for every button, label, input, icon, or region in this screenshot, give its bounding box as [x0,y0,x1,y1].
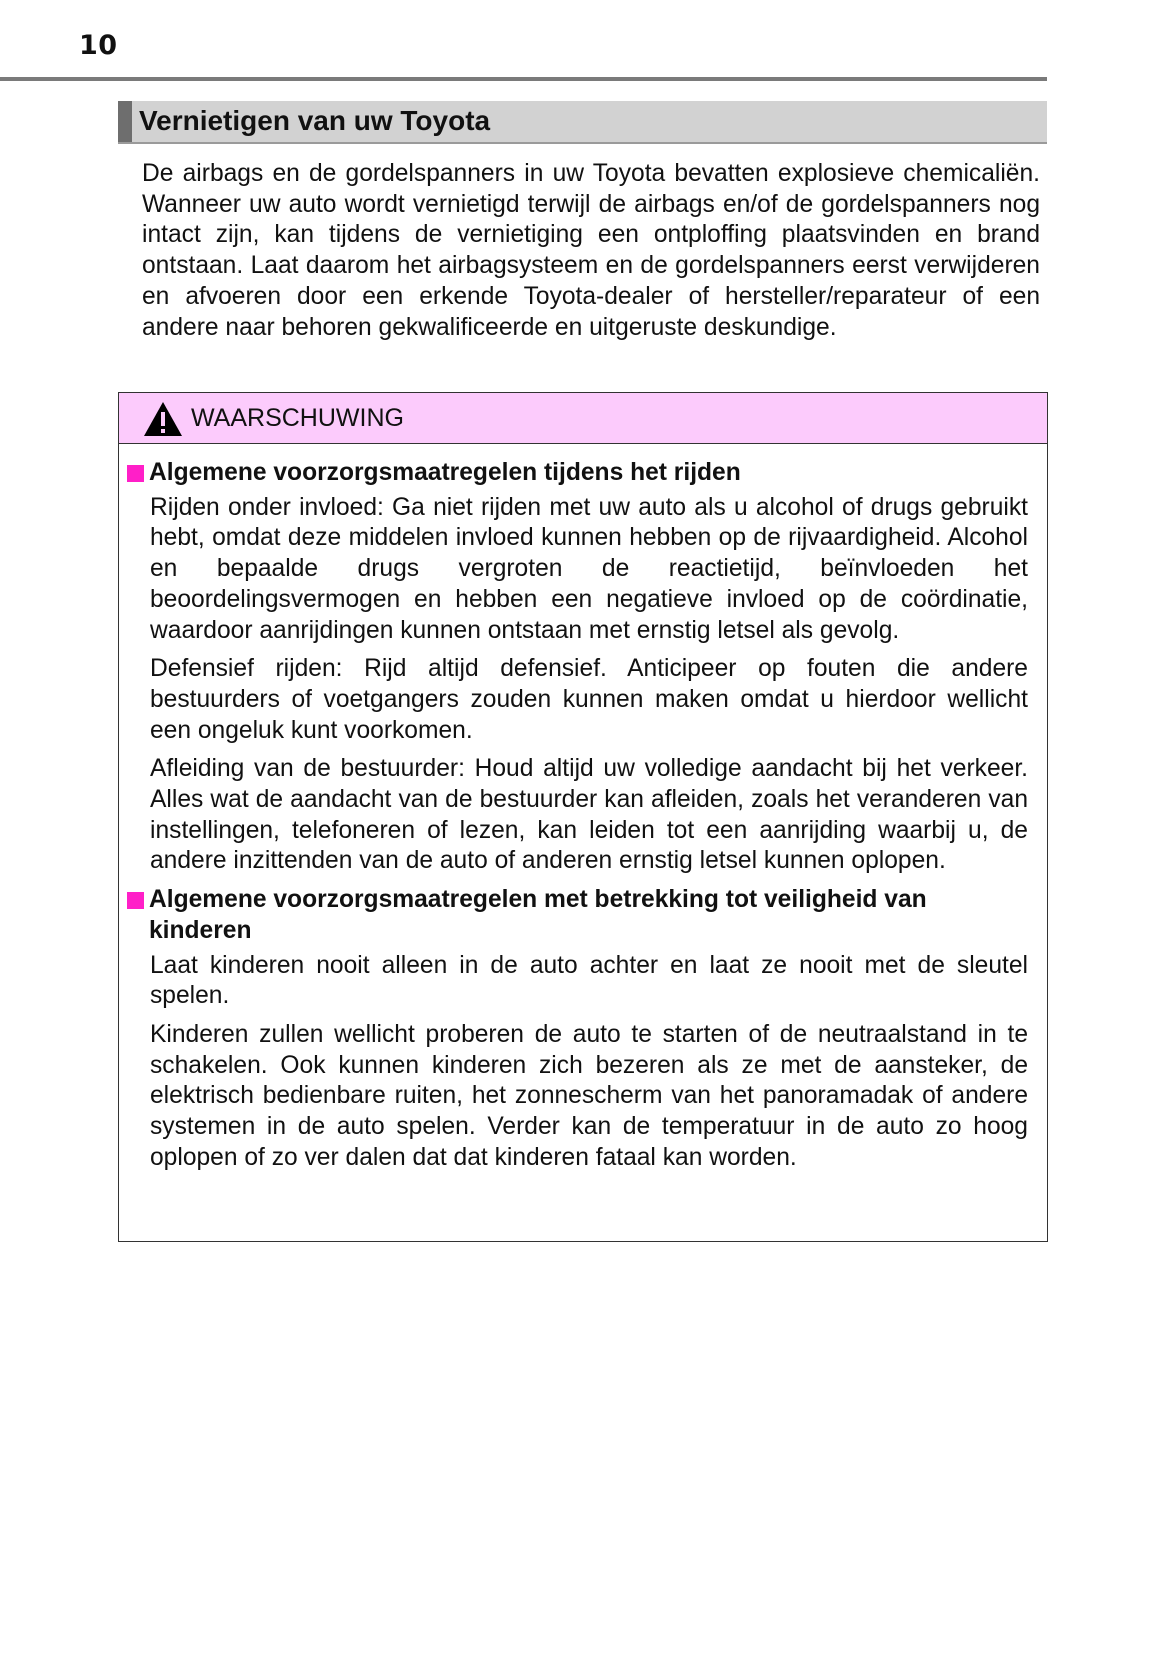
section-title: Vernietigen van uw Toyota [139,105,491,136]
warning-paragraph: Afleiding van de bestuurder: Houd altijd uw volledige aandacht bij het verkeer. Alles wat de aandacht van de bestuurder kan afleiden, zoals het veranderen van instellingen, telefoneren of lezen, kan leiden tot een aanrijding waarbij u, de andere inzittenden van de auto of anderen ernstig letsel kunnen oplopen. [150,755,1028,875]
intro-paragraph: De airbags en de gordelspanners in uw Toyota bevatten explosieve chemicaliën. Wanneer uw auto wordt vernietigd terwijl de airbags en/of de gordelspanners nog intact zijn, kan tijdens de vernietiging een ontploffing plaatsvinden en brand ontstaan. Laat daarom het airbagsysteem en de gordelspanners eerst verwijderen en afvoeren door een erkende Toyota-dealer of hersteller/reparateur of een andere naar behoren gekwalificeerde en uitgeruste deskundige. [142,160,1040,341]
subsection-heading-driving [125,458,1029,489]
subsection-heading-children [125,885,1029,946]
warning-paragraph: Defensief rijden: Rijd altijd defensief. Anticipeer op fouten die andere bestuurders of voetgangers zouden kunnen maken omdat u hierdoor wellicht een ongeluk kunt voorkomen. [150,655,1028,744]
warning-paragraph: Laat kinderen nooit alleen in de auto achter en laat ze nooit met de sleutel spelen. [150,951,1028,1010]
header-divider [0,77,1047,81]
warning-box [118,392,1048,1242]
warning-paragraph: Kinderen zullen wellicht proberen de auto te starten of de neutraalstand in te schakelen. Ook kunnen kinderen zich bezeren als ze met de aansteker, de elektrisch bedienbare ruiten, het zonnescherm van het panoramadak of andere systemen in de auto spelen. Verder kan de temperatuur in de auto zo hoog oplopen of zo ver dalen dat dat kinderen fataal kan worden. [150,1020,1028,1171]
subsection-heading-text: Algemene voorzorgsmaatregelen tijdens het rijden [149,459,741,486]
section-heading [118,101,1047,144]
subsection-heading-text: Algemene voorzorgsmaatregelen met betrekking tot veiligheid van kinderen [149,886,927,944]
warning-triangle-icon [143,401,183,437]
page-number: 10 [79,30,118,61]
bullet-square-icon [127,892,144,909]
warning-content [119,458,1047,1181]
warning-header [119,393,1047,444]
warning-paragraph: Rijden onder invloed: Ga niet rijden met uw auto als u alcohol of drugs gebruikt hebt, omdat deze middelen invloed kunnen hebben op de rijvaardigheid. Alcohol en bepaalde drugs vergroten de reactietijd, beïnvloeden het beoordelingsvermogen en hebben een negatieve invloed op de coördinatie, waardoor aanrijdingen kunnen ontstaan met ernstig letsel als gevolg. [150,493,1028,644]
warning-label: WAARSCHUWING [191,404,404,432]
bullet-square-icon [127,465,144,482]
section-heading-bar [118,101,132,142]
